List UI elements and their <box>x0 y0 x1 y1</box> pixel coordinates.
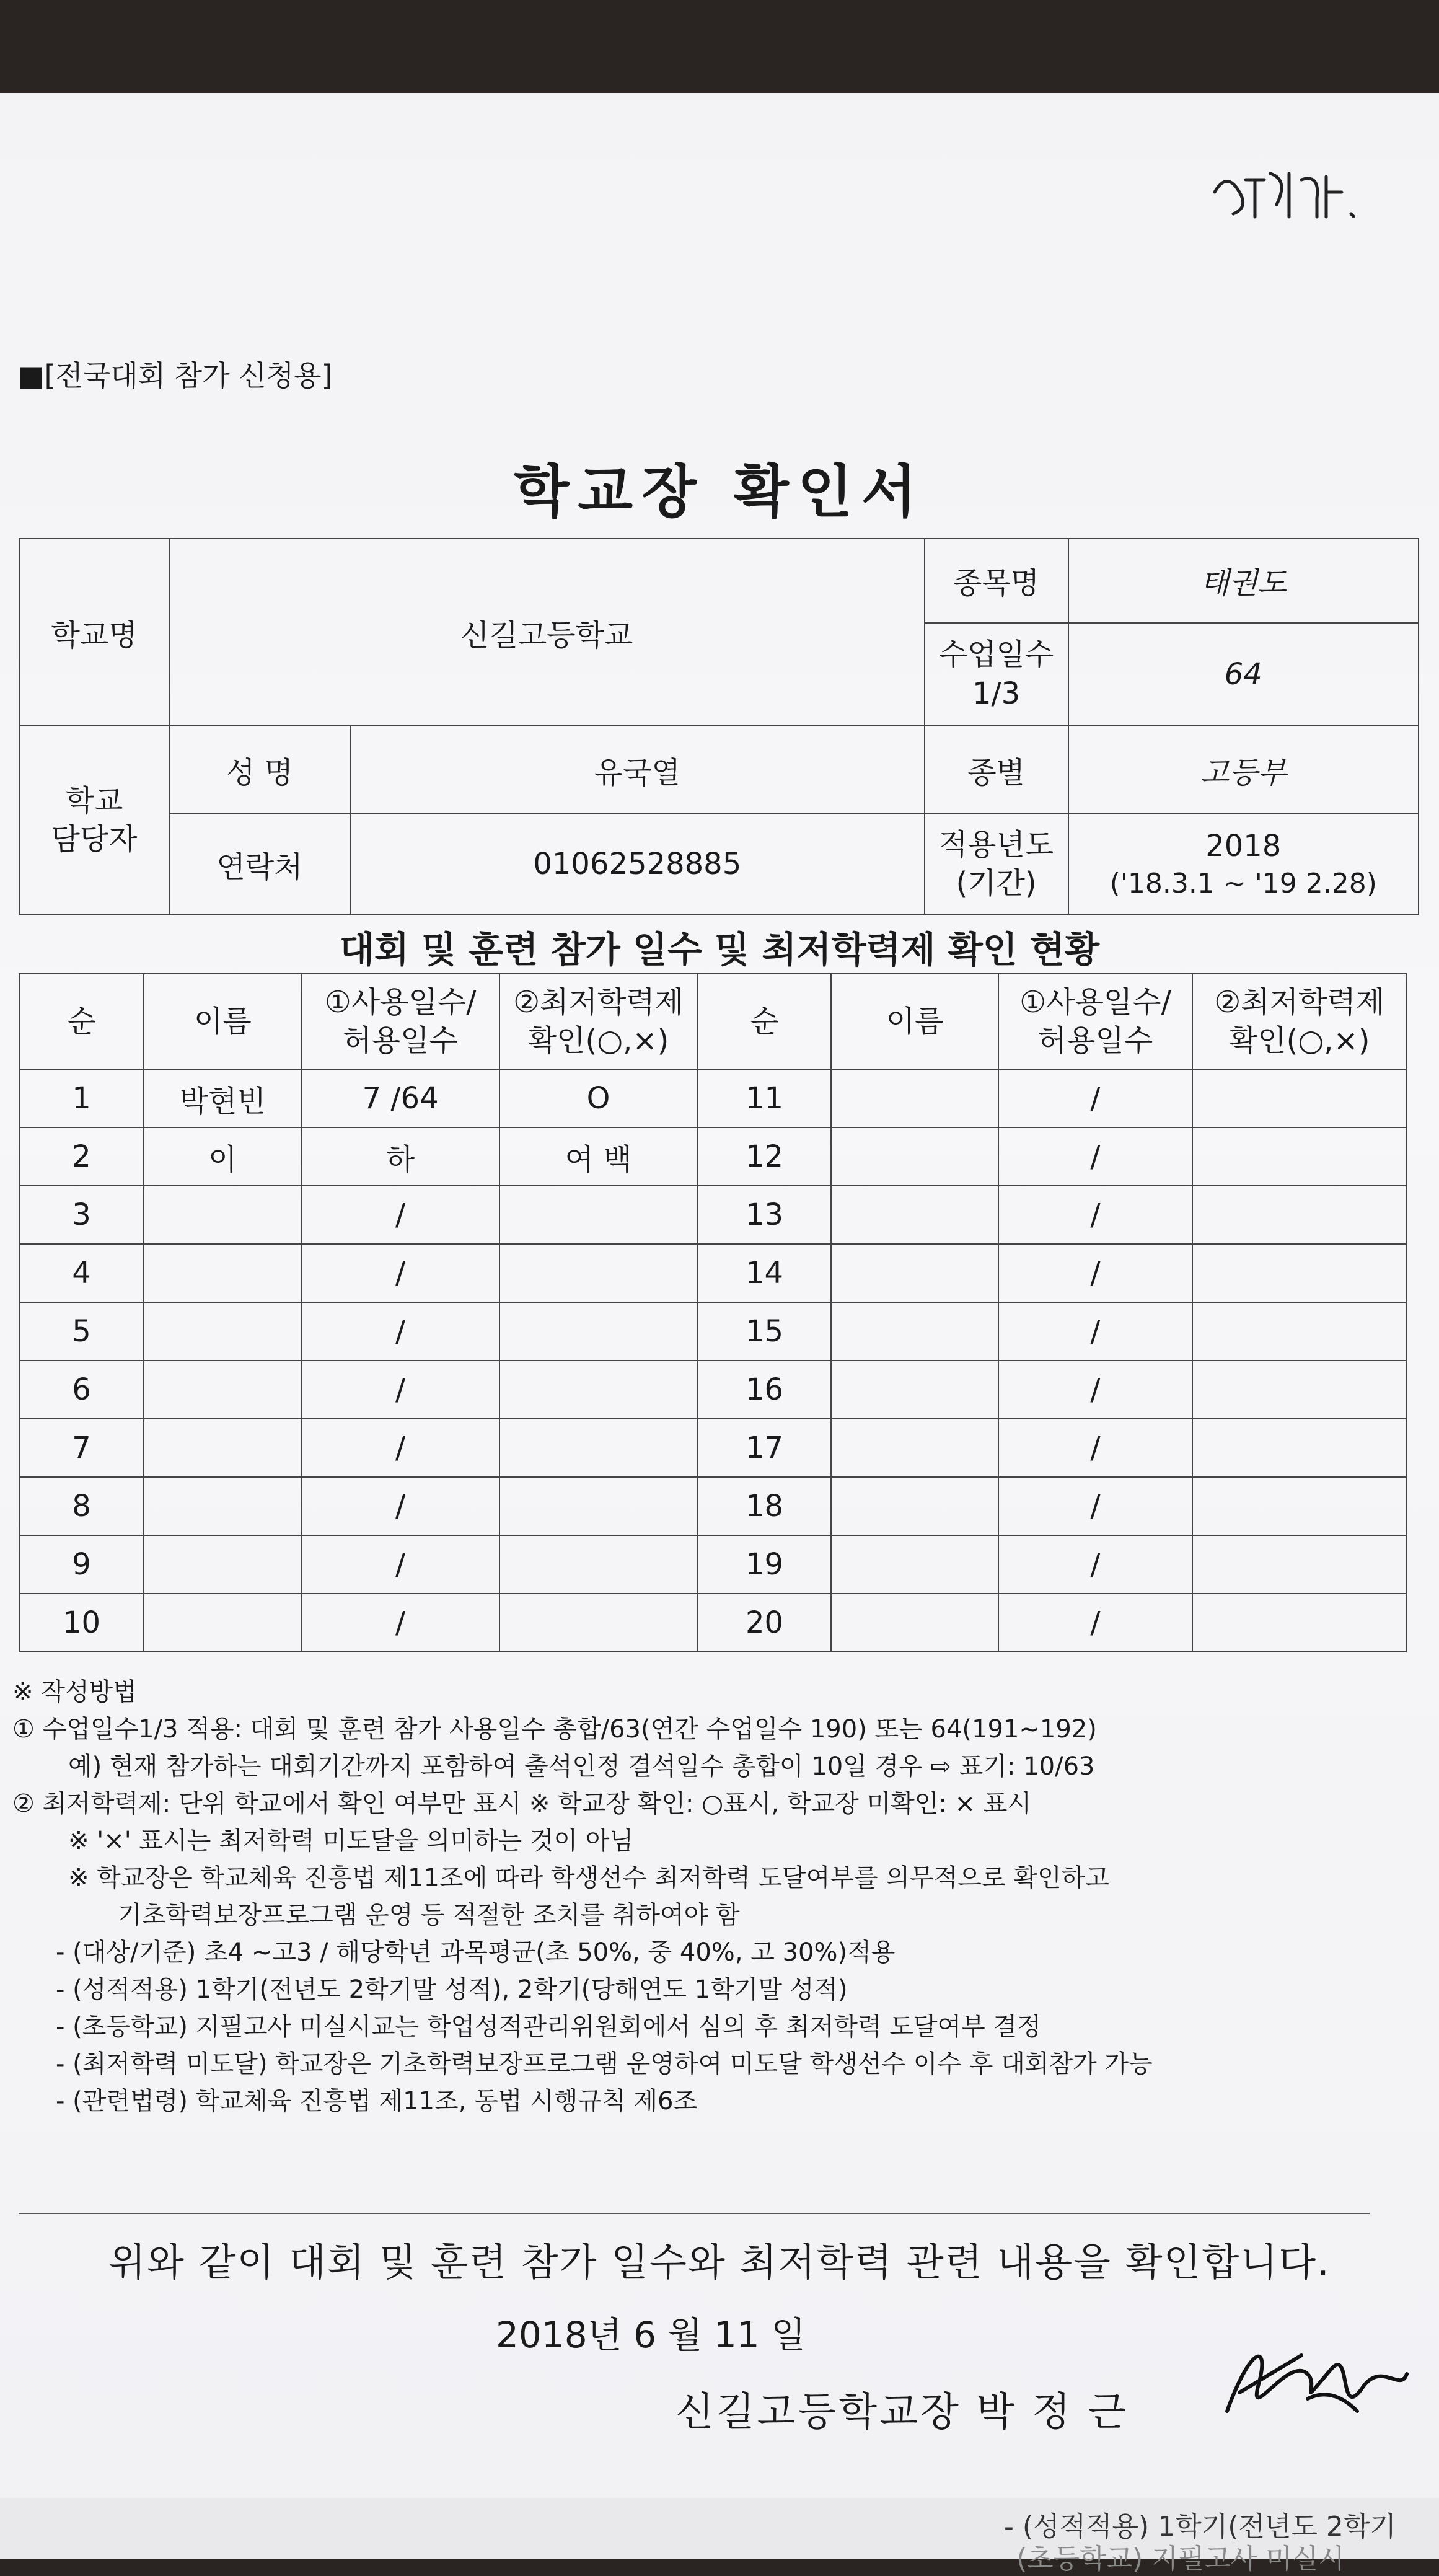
status-table-heading: 대회 및 훈련 참가 일수 및 최저학력제 확인 현황 <box>339 929 1100 971</box>
table-row <box>19 1419 1406 1477</box>
table-row <box>19 1594 1406 1652</box>
table-cell: 10 <box>19 1594 144 1652</box>
table-cell <box>1192 1069 1406 1127</box>
table-cell <box>144 1186 302 1244</box>
table-cell <box>144 1419 302 1477</box>
status-table-header <box>19 974 1406 1069</box>
table-cell: / <box>998 1069 1193 1127</box>
table-cell: / <box>302 1594 499 1652</box>
table-cell: / <box>998 1419 1193 1477</box>
table-cell <box>1192 1535 1406 1594</box>
instruction-item: - (성적적용) 1학기(전년도 2학기말 성적), 2학기(당해연도 1학기말 성적) <box>56 1975 848 2004</box>
instructions-title: ※ 작성방법 <box>12 1678 137 1706</box>
instruction-item: - (대상/기준) 초4 ~고3 / 해당학년 과목평균(초 50%, 중 40%, 고 30%)적용 <box>56 1938 896 1967</box>
table-cell: 1 <box>19 1069 144 1127</box>
table-cell <box>1192 1419 1406 1477</box>
table-cell <box>499 1302 698 1361</box>
table-row <box>19 1302 1406 1361</box>
header-days: ①사용일수/ 허용일수 <box>302 974 499 1069</box>
contact-label: 연락처 <box>169 814 350 914</box>
school-name-value: 신길고등학교 <box>169 539 925 726</box>
instruction-line: ※ '×' 표시는 최저학력 미도달을 의미하는 것이 아님 <box>68 1827 634 1855</box>
table-cell <box>831 1477 998 1535</box>
name-value: 유국열 <box>350 726 925 814</box>
table-cell <box>1192 1302 1406 1361</box>
table-cell: 여 백 <box>499 1127 698 1186</box>
table-cell: / <box>302 1361 499 1419</box>
status-table <box>19 973 1407 1652</box>
table-cell <box>831 1186 998 1244</box>
signature-drawing <box>1215 2318 1413 2442</box>
instruction-line: 기초학력보장프로그램 운영 등 적절한 조치를 취하여야 함 <box>118 1901 740 1930</box>
year-label: 적용년도 (기간) <box>925 814 1068 914</box>
table-cell <box>144 1477 302 1535</box>
table-cell: 9 <box>19 1535 144 1594</box>
table-cell <box>499 1477 698 1535</box>
instruction-line: ※ 학교장은 학교체육 진흥법 제11조에 따라 학생선수 최저학력 도달여부를 의무적으로 확인하고 <box>68 1864 1109 1892</box>
header-min-right: ②최저학력제 확인(○,×) <box>1192 974 1406 1069</box>
table-cell <box>831 1127 998 1186</box>
table-cell: / <box>302 1535 499 1594</box>
school-info-table <box>19 538 1419 915</box>
table-cell <box>831 1302 998 1361</box>
table-cell: / <box>998 1302 1193 1361</box>
header-name: 이름 <box>144 974 302 1069</box>
table-cell: 4 <box>19 1244 144 1302</box>
header-no: 순 <box>19 974 144 1069</box>
table-cell <box>831 1244 998 1302</box>
table-cell: 17 <box>698 1419 832 1477</box>
underlying-page-strip <box>0 2498 1439 2575</box>
table-cell: 3 <box>19 1186 144 1244</box>
table-cell <box>1192 1594 1406 1652</box>
table-cell <box>499 1186 698 1244</box>
sport-label: 종목명 <box>925 539 1068 623</box>
table-cell: 15 <box>698 1302 832 1361</box>
table-cell <box>1192 1244 1406 1302</box>
table-row <box>19 1477 1406 1535</box>
table-cell: / <box>998 1535 1193 1594</box>
table-cell: / <box>998 1186 1193 1244</box>
table-cell: / <box>998 1127 1193 1186</box>
table-cell: 14 <box>698 1244 832 1302</box>
table-cell <box>499 1361 698 1419</box>
table-cell: 8 <box>19 1477 144 1535</box>
school-name-label: 학교명 <box>19 539 169 726</box>
table-cell: 11 <box>698 1069 832 1127</box>
table-cell <box>144 1361 302 1419</box>
table-cell <box>831 1535 998 1594</box>
header-min: ②최저학력제 확인(○,×) <box>499 974 698 1069</box>
table-cell <box>144 1594 302 1652</box>
table-cell <box>831 1419 998 1477</box>
table-cell <box>1192 1477 1406 1535</box>
header-name-right: 이름 <box>831 974 998 1069</box>
instruction-item: - (최저학력 미도달) 학교장은 기초학력보장프로그램 운영하여 미도달 학생선수 이수 후 대회참가 가능 <box>56 2050 1153 2078</box>
table-row <box>19 1361 1406 1419</box>
document-title: 학교장 확인서 <box>514 459 925 525</box>
sport-value: 태권도 <box>1068 539 1419 623</box>
confirmation-statement: 위와 같이 대회 및 훈련 참가 일수와 최저학력 관련 내용을 확인합니다. <box>108 2239 1331 2285</box>
table-cell <box>1192 1127 1406 1186</box>
table-cell: 하 <box>302 1127 499 1186</box>
table-cell <box>144 1302 302 1361</box>
table-cell: 6 <box>19 1361 144 1419</box>
table-row <box>19 1069 1406 1127</box>
table-cell: 5 <box>19 1302 144 1361</box>
instruction-line: ① 수업일수1/3 적용: 대회 및 훈련 참가 사용일수 총합/63(연간 수업일수 190) 또는 64(191~192) <box>12 1715 1097 1744</box>
table-cell: / <box>998 1244 1193 1302</box>
table-cell <box>1192 1186 1406 1244</box>
underlying-text: (초등학교) 지필고사 미실시 <box>1016 2543 1345 2575</box>
table-cell: O <box>499 1069 698 1127</box>
writing-instructions <box>12 1674 1413 2120</box>
table-cell <box>831 1069 998 1127</box>
issue-date: 2018년 6 월 11 일 <box>496 2314 806 2356</box>
table-cell: 18 <box>698 1477 832 1535</box>
table-row <box>19 1186 1406 1244</box>
form-type-label: ■[전국대회 참가 신청용] <box>17 359 333 392</box>
table-row <box>19 1244 1406 1302</box>
instruction-line: ② 최저학력제: 단위 학교에서 확인 여부만 표시 ※ 학교장 확인: ○표시, 학교장 미확인: × 표시 <box>12 1789 1032 1818</box>
header-days-right: ①사용일수/ 허용일수 <box>998 974 1193 1069</box>
instruction-item: - (관련법령) 학교체육 진흥법 제11조, 동법 시행규칙 제6조 <box>56 2087 698 2115</box>
class-days-label: 수업일수 1/3 <box>925 623 1068 726</box>
table-cell: 16 <box>698 1361 832 1419</box>
table-cell: 19 <box>698 1535 832 1594</box>
instruction-line: 예) 현재 참가하는 대회기간까지 포함하여 출석인정 결석일수 총합이 10일 경우 ⇨ 표기: 10/63 <box>68 1752 1095 1781</box>
table-cell: 박현빈 <box>144 1069 302 1127</box>
underlying-text: - (성적적용) 1학기(전년도 2학기 <box>1004 2511 1396 2543</box>
table-cell <box>144 1244 302 1302</box>
table-cell: 12 <box>698 1127 832 1186</box>
table-cell: 7 /64 <box>302 1069 499 1127</box>
table-cell: / <box>998 1477 1193 1535</box>
table-cell <box>499 1535 698 1594</box>
table-cell: 이 <box>144 1127 302 1186</box>
table-cell: 7 <box>19 1419 144 1477</box>
table-cell: / <box>998 1361 1193 1419</box>
table-row <box>19 1127 1406 1186</box>
table-cell: / <box>302 1302 499 1361</box>
category-value: 고등부 <box>1068 726 1419 814</box>
table-cell: / <box>302 1419 499 1477</box>
table-cell <box>499 1244 698 1302</box>
instruction-item: - (초등학교) 지필고사 미실시교는 학업성적관리위원회에서 심의 후 최저학력 도달여부 결정 <box>56 2013 1041 2041</box>
table-cell: / <box>302 1477 499 1535</box>
table-cell: / <box>302 1186 499 1244</box>
divider <box>19 2213 1370 2214</box>
table-cell <box>831 1594 998 1652</box>
principal-name: 신길고등학교장 박 정 근 <box>675 2389 1129 2435</box>
year-value: 2018 ('18.3.1 ~ '19 2.28) <box>1068 814 1419 914</box>
table-cell <box>499 1419 698 1477</box>
document-page <box>0 93 1439 2498</box>
contact-value: 01062528885 <box>350 814 925 914</box>
table-cell: 20 <box>698 1594 832 1652</box>
table-cell: / <box>998 1594 1193 1652</box>
table-row <box>19 1535 1406 1594</box>
table-cell <box>499 1594 698 1652</box>
category-label: 종별 <box>925 726 1068 814</box>
table-cell <box>144 1535 302 1594</box>
class-days-value: 64 <box>1068 623 1419 726</box>
name-label: 성 명 <box>169 726 350 814</box>
table-cell: 2 <box>19 1127 144 1186</box>
handwritten-note-drawing <box>1202 155 1376 229</box>
table-cell: / <box>302 1244 499 1302</box>
table-cell <box>831 1361 998 1419</box>
table-cell: 13 <box>698 1186 832 1244</box>
header-no-right: 순 <box>698 974 832 1069</box>
manager-label: 학교 담당자 <box>19 726 169 914</box>
table-cell <box>1192 1361 1406 1419</box>
